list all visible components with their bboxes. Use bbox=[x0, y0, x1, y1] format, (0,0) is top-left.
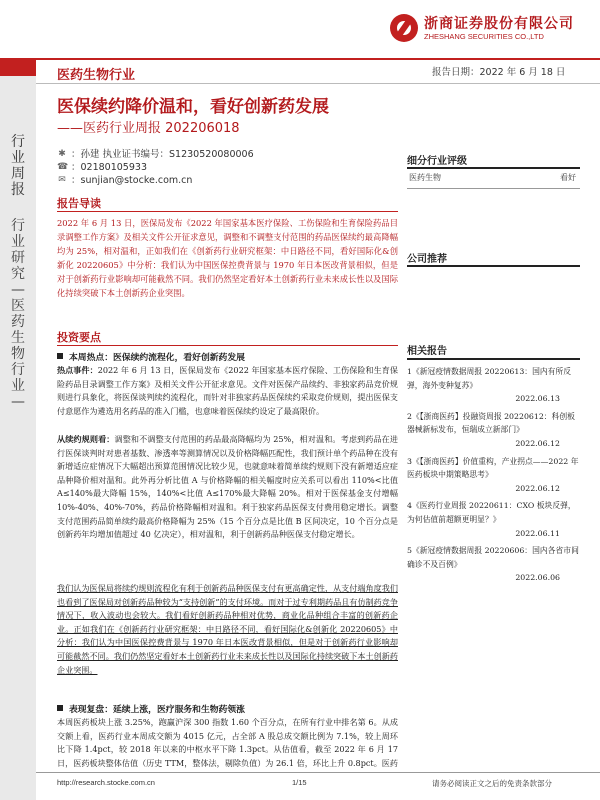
bullet-perf-heading bbox=[57, 702, 245, 715]
side-label-research-char: 业 bbox=[11, 234, 25, 250]
rating-value: 看好 bbox=[560, 173, 576, 182]
phone-icon: ☎ bbox=[57, 162, 69, 172]
logo-english-name: ZHESHANG SECURITIES CO.,LTD bbox=[424, 32, 544, 41]
analyst-info bbox=[57, 148, 254, 187]
view-text: 我们认为医保局将续约规则流程化有利于创新药品种医保支付有更高确定性，从支付端角度我们也看到了医保局对创新药品种较为“支持创新”的支付环境。而对于过专利期药品且有仿制药竞争情况下，收入波动也会较大。我们看好创新药品种相对优势，商业化品种组合丰富的创新药企业。正如我们在《创新药行业研究框架：中日路径不同，看好国际化&创新化 20220605》中分析：我们认为中国医保控费背景与 1970 年日本医改背景相似，但是对于创新药行业影响却可能截然不同。我们仍然坚定看好本土创新药行业未来成长性以及国际化持续突破下本土创新药企业突围。 bbox=[57, 583, 398, 675]
related-report-item[interactable] bbox=[407, 410, 580, 451]
bullet-hot-heading bbox=[57, 350, 245, 363]
side-label-research-char: — bbox=[11, 394, 25, 410]
related-report-item[interactable] bbox=[407, 365, 580, 406]
company-logo bbox=[390, 12, 590, 46]
footer-url[interactable]: http://research.stocke.com.cn bbox=[57, 778, 155, 787]
report-subtitle: ——医药行业周报 202206018 bbox=[57, 121, 240, 136]
side-label-research-char: 业 bbox=[11, 378, 25, 394]
side-label-weekly-char: 行 bbox=[11, 134, 25, 150]
side-bar-accent bbox=[0, 58, 36, 76]
points-heading: 投资要点 bbox=[57, 331, 101, 344]
guide-heading: 报告导读 bbox=[57, 197, 101, 210]
side-label-research bbox=[0, 218, 36, 410]
view-paragraph bbox=[57, 582, 398, 677]
side-label-weekly-char: 周 bbox=[11, 166, 25, 182]
side-label-bar bbox=[0, 58, 36, 800]
analyst-phone: ：02180105933 bbox=[71, 162, 147, 173]
hot-event-text: 2022 年 6 月 13 日，医保局发布《2022 年国家基本医疗保险、工伤保险和生育保险药品目录调整工作方案》及相关文件公开征求意见。文件对医保产品续约、非独家药品竞价规则进行具象化，将医保谈判续约流程化，而针对非独家药品医保续约采取竞价规则，提出医保支付意愿作为遴选用名药品的准入门槛，也意味着医保续约设定了最高限价。 bbox=[57, 365, 398, 416]
performance-paragraph: 本周医药板块上涨 3.25%，跑赢沪深 300 指数 1.60 个百分点，在所有行业中排名第 6。从成交额上看，医药行业本周成交额为 4015 亿元，占全部 A 股总成交额比例为 7.1%，较上周环比下降 1.4pct，较 2018 年以来的中枢水平下降 1.3pct。从估值看，截至 2022 年 6 月 17 日，医药板块整体估值（历史 TTM，整体法，剔除负值）为 26.1 倍，环比上升 0.8pct。医药 bbox=[57, 717, 398, 768]
side-label-research-char: — bbox=[11, 282, 25, 298]
analyst-phone-row bbox=[57, 161, 254, 174]
footer-divider bbox=[36, 772, 600, 773]
related-report-title: 4《医药行业周报 20220611：CXO 板块反弹，为何估值前超额更明显？》 bbox=[407, 501, 576, 524]
bullet-square-icon bbox=[57, 353, 63, 359]
logo-mark-icon bbox=[390, 14, 418, 42]
related-report-title: 1《新冠疫情数据周报 20220613：国内有所反弹，海外变种复苏》 bbox=[407, 367, 572, 390]
related-report-item[interactable] bbox=[407, 455, 580, 496]
rule-label: 从续约规则看： bbox=[57, 434, 115, 444]
rating-divider bbox=[407, 167, 580, 169]
related-reports-list bbox=[407, 365, 580, 589]
page-number: 1/15 bbox=[292, 778, 307, 787]
header-sub-divider bbox=[36, 83, 600, 84]
guide-divider bbox=[57, 211, 398, 212]
analyst-email: ：sunjian@stocke.com.cn bbox=[71, 175, 193, 186]
company-heading: 公司推荐 bbox=[407, 254, 447, 265]
footer-disclaimer: 请务必阅读正文之后的免责条款部分 bbox=[432, 779, 552, 788]
side-label-research-char: 研 bbox=[11, 250, 25, 266]
bullet-perf-title: 表现复盘：延续上涨，医疗服务和生物药领涨 bbox=[69, 705, 245, 715]
side-label-weekly-char: 业 bbox=[11, 150, 25, 166]
report-date: 报告日期：2022 年 6 月 18 日 bbox=[432, 67, 566, 78]
related-report-item[interactable] bbox=[407, 499, 580, 540]
mail-icon: ✉ bbox=[58, 175, 66, 185]
analyst-name: ：孙建 执业证书编号：S1230520080006 bbox=[71, 149, 254, 160]
side-label-weekly-char: 报 bbox=[11, 182, 25, 198]
related-report-date: 2022.06.12 bbox=[515, 438, 560, 448]
person-icon: ✱ bbox=[58, 149, 66, 159]
guide-text: 2022 年 6 月 13 日，医保局发布《2022 年国家基本医疗保险、工伤保险和生育保险药品目录调整工作方案》及相关文件公开征求意见，调整和不调整支付范围的药品医保续约最高降幅均为 25%，相对温和，正如我们在《创新药行业研究框架：中日路径不同，看好国际化&创新化 20220605》中分析：我们认为中国医保控费背景与 1970 年日本医改背景相似，但是对于创新药行业影响却可能截然不同。我们仍然坚定看好本土创新药行业未来成长性以及国际化持续突破下本土创新药企业突围。 bbox=[57, 218, 398, 298]
side-label-weekly bbox=[0, 134, 36, 198]
related-report-date: 2022.06.12 bbox=[515, 483, 560, 493]
hot-event-label: 热点事件： bbox=[57, 365, 98, 375]
side-label-research-char: 物 bbox=[11, 346, 25, 362]
related-divider bbox=[407, 358, 580, 360]
related-report-date: 2022.06.13 bbox=[515, 394, 560, 404]
side-label-research-char: 生 bbox=[11, 330, 25, 346]
related-report-date: 2022.06.06 bbox=[515, 573, 560, 583]
related-report-item[interactable] bbox=[407, 544, 580, 585]
company-divider bbox=[407, 265, 580, 267]
side-label-research-char: 药 bbox=[11, 314, 25, 330]
related-heading: 相关报告 bbox=[407, 346, 447, 357]
related-report-title: 3《【浙商医药】价值重构，产业拐点——2022 年医药板块中期策略思考》 bbox=[407, 456, 579, 480]
industry-name: 医药生物行业 bbox=[57, 68, 136, 83]
rating-sector: 医药生物 bbox=[409, 173, 441, 182]
points-divider bbox=[57, 345, 398, 346]
header-divider bbox=[36, 58, 600, 60]
related-report-title: 2《【浙商医药】投融资周报 20220612：科创板器械新标发布，恒瑞成立新部门》 bbox=[407, 411, 575, 435]
side-label-research-char: 医 bbox=[11, 298, 25, 314]
hot-event-paragraph bbox=[57, 364, 398, 418]
rating-bottom-rule bbox=[407, 188, 580, 189]
rule-text: 调整和不调整支付范围的药品最高降幅均为 25%，相对温和。考虑到药品在进行医保谈判时对患者基数、渗透率等测算情况以及价格降幅匹配性，我们预计单个药品种在没有新增适应症情况下大幅超出预算范围情况比较少见，也就意味着简单续约规则下没有新增适应症品种降价相对温和。此外再分析比值 A 与价格降幅的相关幅度时应关系可以看出 110%<比值 A≤140%最大降幅 15%，140%<比值 A≤170%最大降幅 20%。相对于医保基金支付增幅 10%-40%、40%-70%，药品价格降幅相对温和。利于独家药品医保支付费用稳定增长。调整支付范围药品简单续约最高价格降幅为 25%（15 个百分点是比值 B 区间决定，10 个百分点是创新药年均增加值超过 40 亿决定），相对温和，利于创新药品种医保支付稳定增长。 bbox=[57, 434, 398, 540]
rule-paragraph bbox=[57, 433, 398, 542]
side-label-research-char: 究 bbox=[11, 266, 25, 282]
analyst-email-row bbox=[57, 174, 254, 187]
bullet-hot-title: 本周热点：医保续约流程化，看好创新药发展 bbox=[69, 353, 245, 363]
bullet-square-icon bbox=[57, 705, 63, 711]
analyst-name-row bbox=[57, 148, 254, 161]
related-report-date: 2022.06.11 bbox=[515, 528, 560, 538]
related-report-title: 5《新冠疫情数据周报 20220606：国内各省市间确诊不及百例》 bbox=[407, 546, 579, 569]
report-title: 医保续约降价温和，看好创新药发展 bbox=[57, 97, 329, 117]
side-label-research-char: 行 bbox=[11, 362, 25, 378]
rating-heading: 细分行业评级 bbox=[407, 156, 467, 167]
logo-chinese-name: 浙商证券股份有限公司 bbox=[424, 16, 574, 32]
side-label-research-char: 行 bbox=[11, 218, 25, 234]
